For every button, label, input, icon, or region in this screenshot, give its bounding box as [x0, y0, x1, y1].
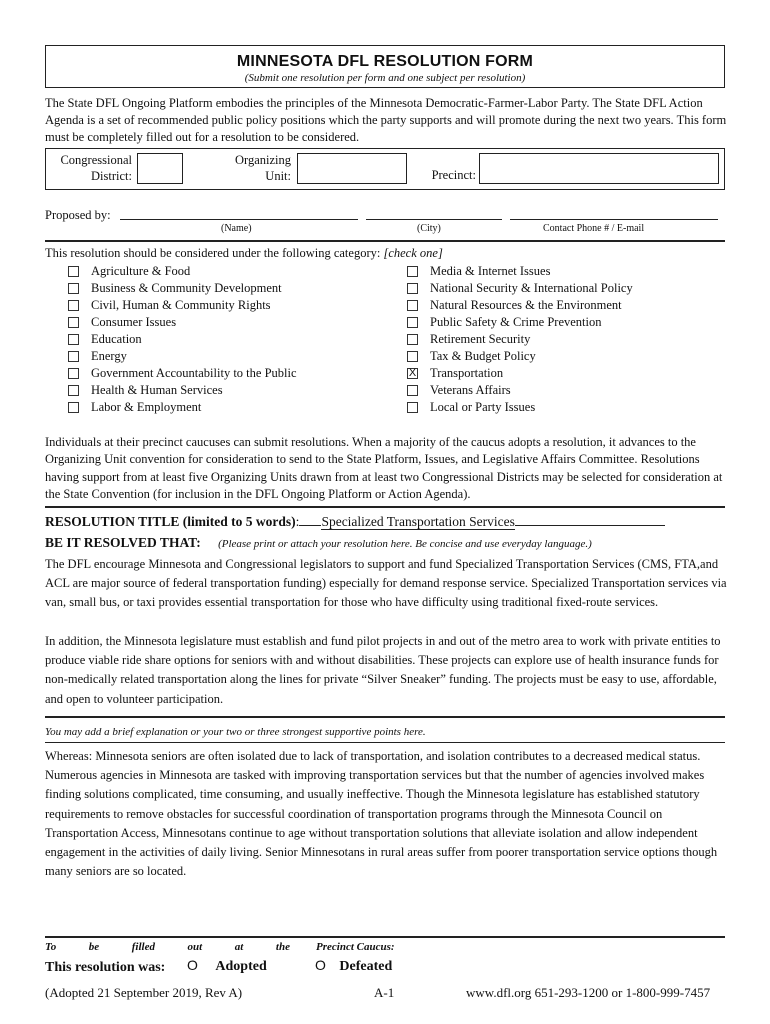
category-item[interactable] — [407, 280, 633, 297]
resolved-row — [45, 535, 592, 551]
congressional-district-field[interactable] — [137, 153, 183, 184]
contact-caption: Contact Phone # / E-mail — [543, 223, 645, 234]
to-be-filled-label — [45, 941, 290, 953]
checkbox-icon[interactable] — [407, 334, 418, 345]
proposer-contact-field[interactable] — [510, 206, 718, 220]
category-label: National Security & International Policy — [430, 281, 633, 295]
precinct-field[interactable] — [479, 153, 719, 184]
congressional-label — [50, 152, 132, 184]
category-item[interactable] — [68, 280, 297, 297]
checkbox-icon[interactable] — [407, 283, 418, 294]
checkbox-icon[interactable] — [68, 368, 79, 379]
category-label: Natural Resources & the Environment — [430, 298, 622, 312]
category-label: Labor & Employment — [91, 400, 202, 414]
adopted-label: Adopted — [215, 959, 267, 974]
resolution-body-2[interactable]: In addition, the Minnesota legislature must establish and fund pilot projects in and out of the metro area to work with private entities to produce viable ride share options for seniors with and without disabilities. These projects can explore use of health insurance funds for non-medically related transportation along the lines for private “Silver Sneaker” funding. The projects must be easy to use, affordable, and open to volunteer participation. — [45, 634, 721, 706]
category-item[interactable] — [68, 331, 297, 348]
category-item[interactable] — [68, 297, 297, 314]
precinct-label: Precinct: — [431, 168, 476, 182]
category-label: Veterans Affairs — [430, 383, 511, 397]
category-label: Consumer Issues — [91, 315, 177, 329]
proposer-city-field[interactable] — [366, 206, 502, 220]
category-label: Tax & Budget Policy — [430, 349, 536, 363]
form-subtitle: (Submit one resolution per form and one subject per resolution) — [244, 72, 526, 84]
intro-text: The State DFL Ongoing Platform embodies the principles of the Minnesota Democratic-Farmer-Labor Party. The State DFL Action Agenda is a set of recommended public policy positions which the party supports and will promote during the next two years. This form must be completely filled out for a resolution to be considered. — [45, 96, 727, 144]
name-caption: (Name) — [221, 223, 252, 234]
category-item[interactable] — [407, 382, 633, 399]
checkbox-icon[interactable] — [407, 385, 418, 396]
divider — [45, 716, 725, 718]
district-row — [45, 148, 725, 190]
organizing-label-line2: Unit: — [265, 169, 291, 183]
filled-word: the — [275, 941, 290, 953]
page-number: A-1 — [374, 985, 395, 1000]
precinct-caucus-label: Precinct Caucus: — [316, 941, 395, 953]
resolution-title-value[interactable]: Specialized Transportation Services — [321, 514, 515, 529]
contact-info: www.dfl.org 651-293-1200 or 1-800-999-7457 — [466, 985, 711, 1000]
divider-thin — [45, 742, 725, 743]
divider — [45, 506, 725, 508]
organizing-unit-label — [211, 152, 291, 184]
adopted-radio-icon[interactable]: O — [187, 957, 198, 973]
category-label: Government Accountability to the Public — [91, 366, 297, 380]
defeated-option[interactable] — [315, 957, 392, 975]
checkbox-icon[interactable] — [407, 300, 418, 311]
checkbox-icon[interactable] — [68, 300, 79, 311]
category-item[interactable] — [68, 314, 297, 331]
adopted-note: (Adopted 21 September 2019, Rev A) — [45, 985, 243, 1000]
checkbox-icon[interactable] — [407, 402, 418, 413]
category-label: Media & Internet Issues — [430, 264, 551, 278]
proposed-by-label: Proposed by: — [45, 208, 111, 222]
checkbox-icon[interactable] — [68, 266, 79, 277]
category-item[interactable] — [68, 365, 297, 382]
checkbox-icon[interactable] — [68, 402, 79, 413]
resolution-title-label: RESOLUTION TITLE (limited to 5 words) — [45, 514, 296, 529]
category-label: Business & Community Development — [91, 281, 282, 295]
divider — [45, 240, 725, 242]
supporting-hint: You may add a brief explanation or your two or three strongest supportive points here. — [45, 726, 426, 738]
category-item[interactable] — [407, 399, 633, 416]
filled-word: To — [45, 941, 57, 953]
defeated-label: Defeated — [339, 959, 393, 974]
filled-word: at — [234, 941, 244, 953]
category-label: Public Safety & Crime Prevention — [430, 315, 602, 329]
organizing-unit-field[interactable] — [297, 153, 407, 184]
defeated-radio-icon[interactable]: O — [315, 957, 326, 973]
resolution-was-label — [45, 960, 165, 976]
filled-word: filled — [131, 941, 155, 953]
category-label: Agriculture & Food — [91, 264, 191, 278]
category-label: Local or Party Issues — [430, 400, 536, 414]
resolution-was-text: This resolution was: — [45, 960, 166, 975]
category-heading-hint: [check one] — [383, 246, 443, 260]
category-label: Transportation — [430, 366, 504, 380]
category-label: Civil, Human & Community Rights — [91, 298, 271, 312]
divider — [45, 936, 725, 938]
category-item[interactable] — [407, 297, 633, 314]
resolution-title-row: RESOLUTION TITLE (limited to 5 words): Specialized Transportation Services — [45, 514, 665, 530]
category-item[interactable] — [407, 263, 633, 280]
category-label: Retirement Security — [430, 332, 531, 346]
checkbox-icon[interactable] — [407, 351, 418, 362]
checkbox-icon[interactable] — [68, 385, 79, 396]
category-item[interactable] — [407, 348, 633, 365]
category-heading-text: This resolution should be considered under the following category: — [45, 246, 381, 260]
category-item[interactable] — [407, 314, 633, 331]
category-label: Education — [91, 332, 142, 346]
checkbox-icon[interactable]: X — [408, 367, 417, 379]
supporting-text[interactable]: Whereas: Minnesota seniors are often isolated due to lack of transportation, and isolation contributes to a decreased medical status. Numerous agencies in Minnesota are tasked with improving transportation services but that the number of agencies involved makes finding solutions complicated, time consuming, and usually ineffective. Though the Minnesota legislature has established statutory requirements to remove obstacles for successful coordination of transportation programs through the Minnesota Council on Transportation Access, Minnesotans continue to age without transportation solutions that alleviate isolation and allow independent engagement in the activities of daily living. Senior Minnesotans in rural areas suffer from poorer transportation service options though many seniors are so located. — [45, 749, 718, 879]
resolution-body-1[interactable]: The DFL encourage Minnesota and Congressional legislators to support and fund Specialized Transportation Services (CMS, FTA,and ACL are major source of federal transportation funding) especially for demand response service. Specialized Transportation services via van, small bus, or taxi provides essential transportation for those who have difficulty using traditional fixed-route services. — [45, 557, 727, 610]
resolved-hint: (Please print or attach your resolution here. Be concise and use everyday language.) — [218, 538, 592, 550]
checkbox-icon[interactable] — [68, 317, 79, 328]
checkbox-icon[interactable] — [68, 351, 79, 362]
filled-word: out — [187, 941, 203, 953]
resolved-label: BE IT RESOLVED THAT: — [45, 535, 201, 550]
checkbox-icon[interactable] — [407, 317, 418, 328]
city-caption: (City) — [417, 223, 441, 234]
congressional-label-line1: Congressional — [60, 153, 132, 167]
category-list-left — [68, 263, 297, 416]
category-heading — [45, 246, 443, 261]
category-item[interactable] — [68, 348, 297, 365]
filled-word: be — [88, 941, 100, 953]
category-item[interactable] — [68, 399, 297, 416]
adopted-option[interactable] — [187, 957, 267, 975]
category-item[interactable] — [407, 331, 633, 348]
category-item[interactable] — [68, 263, 297, 280]
checkbox-icon[interactable] — [68, 334, 79, 345]
organizing-label-line1: Organizing — [234, 153, 291, 167]
category-label: Health & Human Services — [91, 383, 223, 397]
form-header — [45, 45, 725, 88]
category-item[interactable] — [68, 382, 297, 399]
process-text: Individuals at their precinct caucuses can submit resolutions. When a majority of the caucus adopts a resolution, it advances to the Organizing Unit convention for consideration to send to the State Platform, Issues, and Legislative Affairs Committee. Resolutions having support from at least five Organizing Units drawn from at least two Congressional Districts may be selected for consideration at the State Convention (for inclusion in the DFL Ongoing Platform or Action Agenda). — [45, 435, 723, 501]
form-title: MINNESOTA DFL RESOLUTION FORM — [236, 53, 534, 70]
category-item[interactable] — [407, 365, 633, 382]
proposer-name-field[interactable] — [120, 206, 358, 220]
checkbox-icon[interactable] — [68, 283, 79, 294]
category-list-right — [407, 263, 633, 416]
congressional-label-line2: District: — [91, 169, 132, 183]
category-label: Energy — [91, 349, 127, 363]
checkbox-icon[interactable] — [407, 266, 418, 277]
